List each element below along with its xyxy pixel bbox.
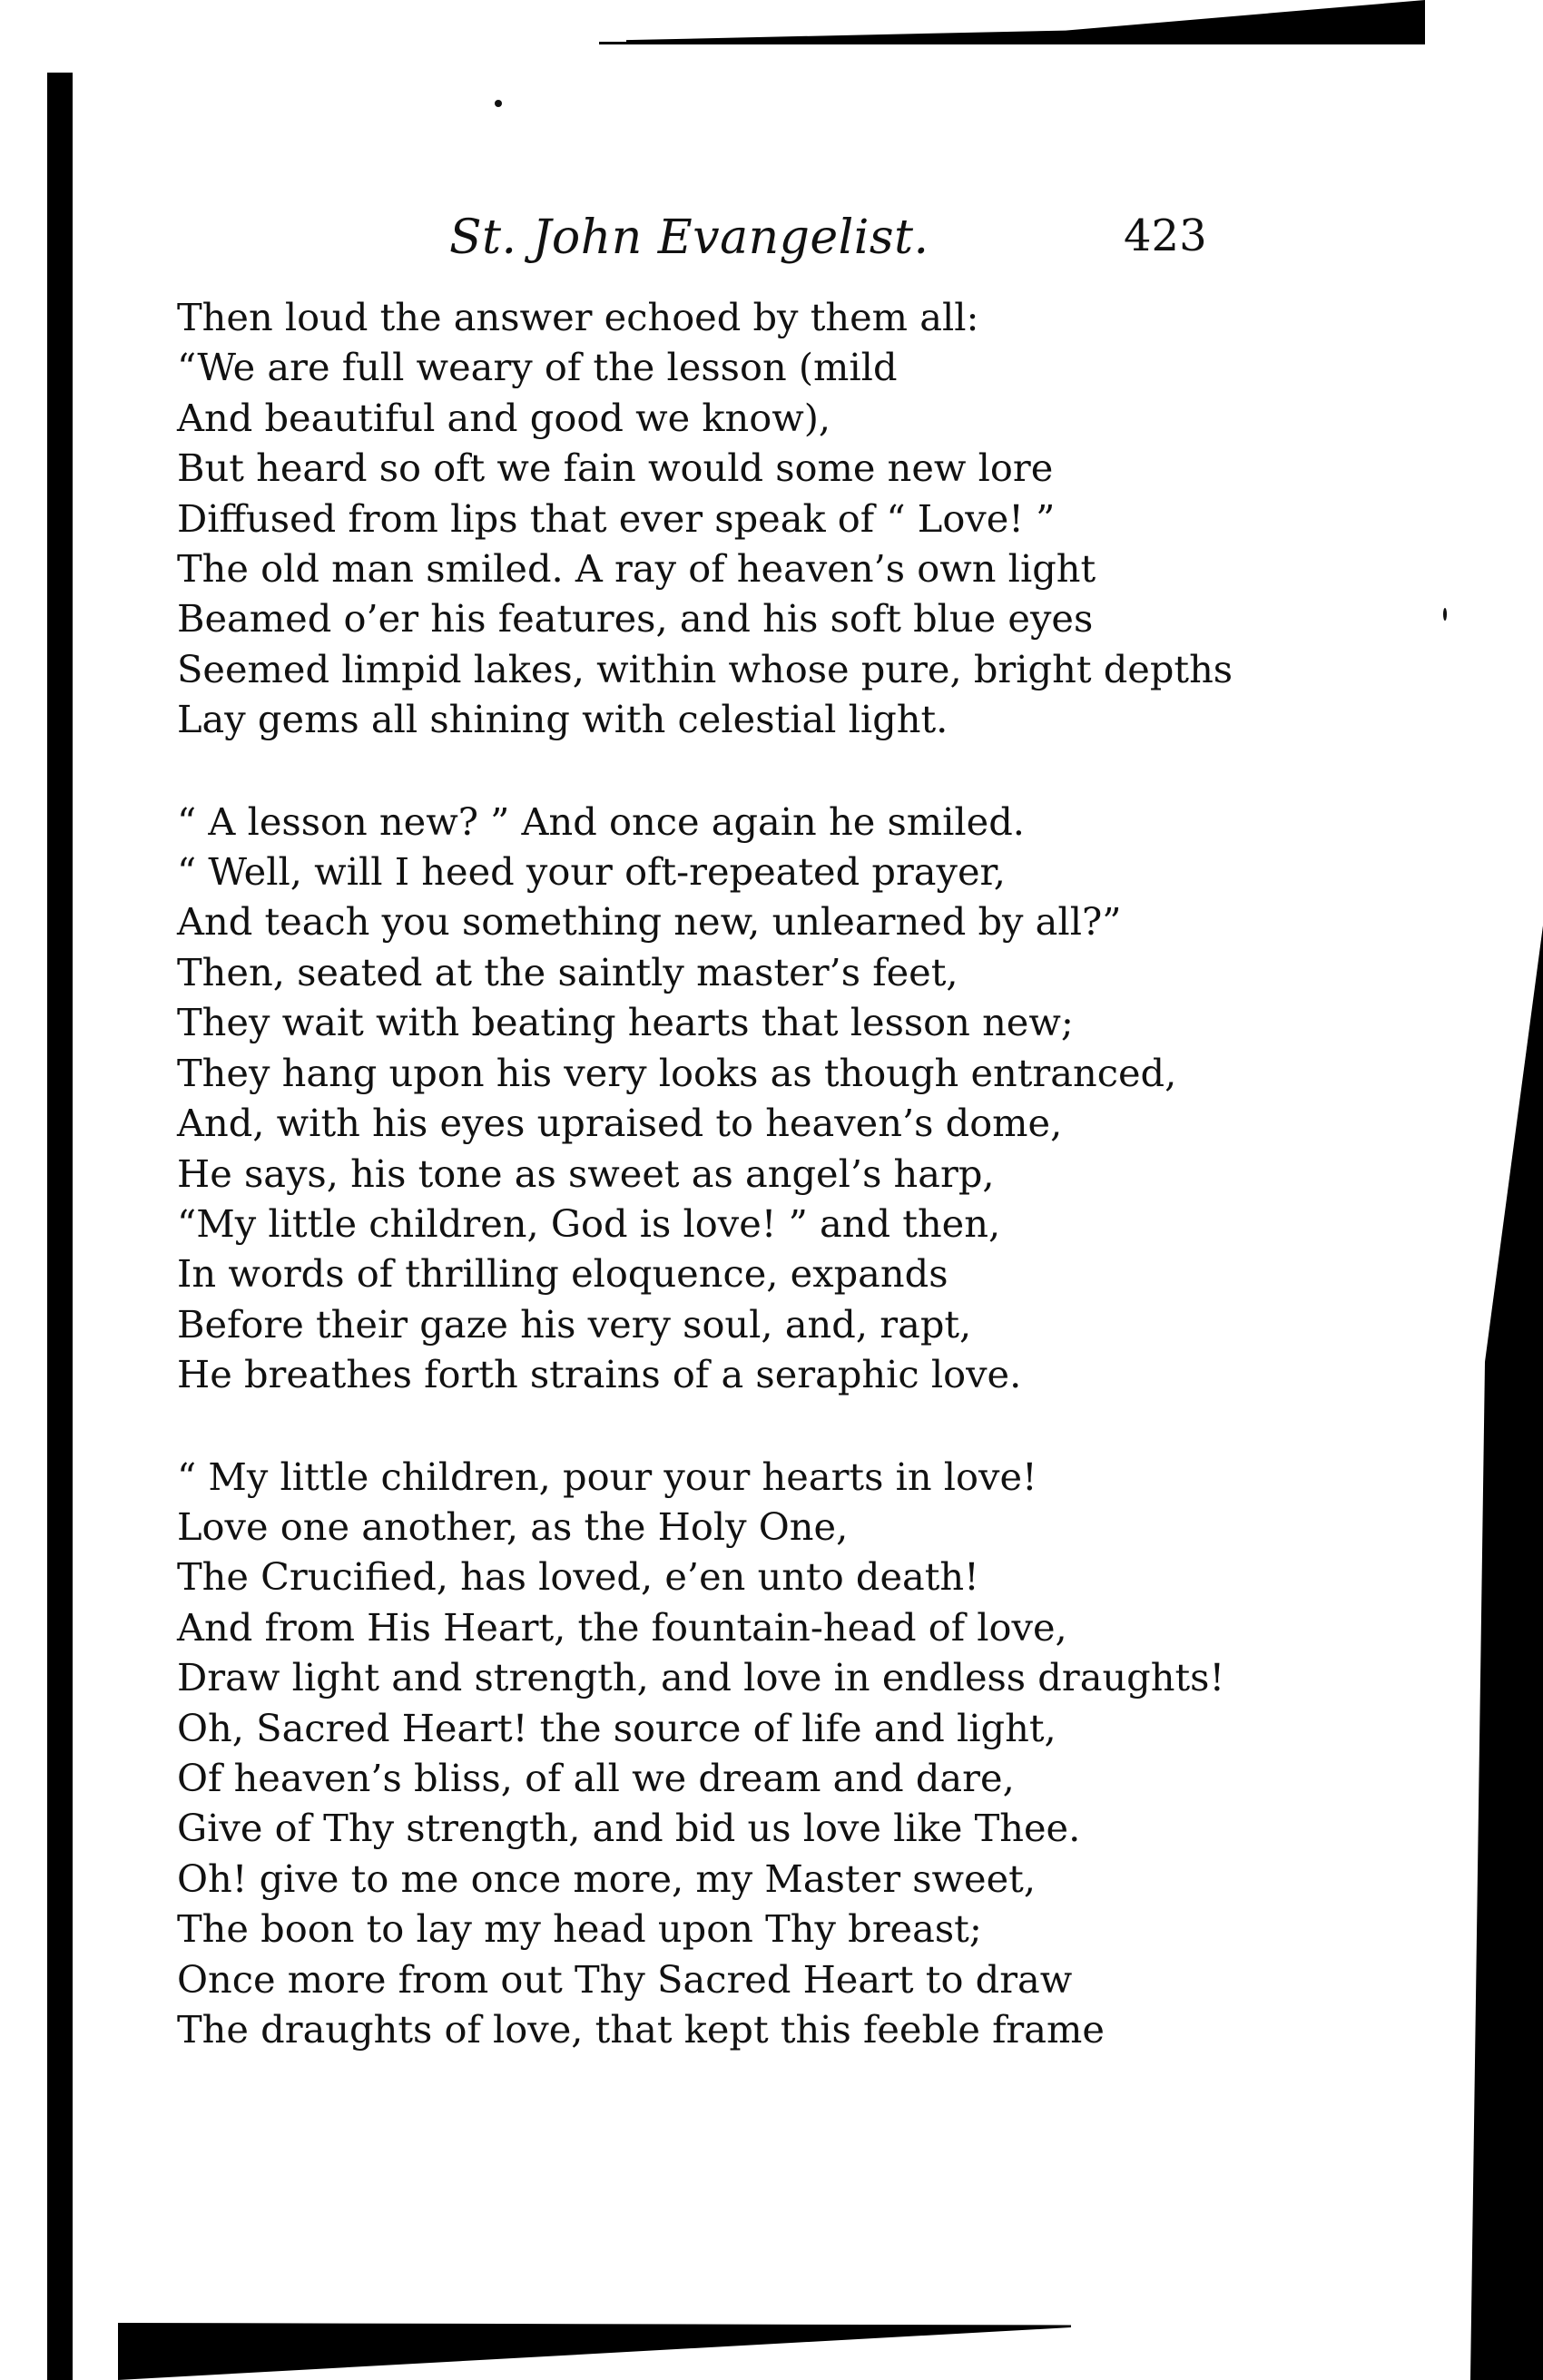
verse-line: And teach you something new, unlearned by all?” [177,899,1122,945]
stanza [177,292,1466,745]
verse-line: And from His Heart, the fountain-head of love, [177,1604,1067,1650]
verse-line: “ My little children, pour your hearts in love! [177,1454,1037,1499]
stanza [177,1452,1466,2055]
verse-line: Of heaven’s bliss, of all we dream and dare, [177,1755,1015,1800]
poem-body [177,292,1466,2106]
verse-line: He breathes forth strains of a seraphic love. [177,1352,1022,1397]
scan-edge-top [626,0,1425,44]
verse-line: The boon to lay my head upon Thy breast; [177,1906,982,1952]
scan-edge-bottom [118,2323,1071,2380]
verse-line: Once more from out Thy Sacred Heart to draw [177,1956,1073,2002]
verse-line: Then, seated at the saintly master’s feet, [177,949,958,994]
verse-line: The Crucified, has loved, e’en unto death! [177,1554,979,1600]
verse-line: The old man smiled. A ray of heaven’s own light [177,546,1096,592]
verse-line: And, with his eyes upraised to heaven’s dome, [177,1101,1063,1146]
verse-line: Give of Thy strength, and bid us love like Thee. [177,1806,1081,1851]
running-head-title: St. John Evangelist. [449,211,929,265]
verse-line: Beamed o’er his features, and his soft blue eyes [177,596,1094,642]
verse-line: They wait with beating hearts that lesson new; [177,1000,1074,1045]
verse-line: Draw light and strength, and love in endless draughts! [177,1655,1225,1700]
verse-line: “ A lesson new? ” And once again he smiled. [177,798,1025,844]
verse-line: Seemed limpid lakes, within whose pure, bright depths [177,646,1233,691]
verse-line: Oh! give to me once more, my Master sweet, [177,1856,1037,1901]
verse-line: Oh, Sacred Heart! the source of life and light, [177,1705,1057,1750]
verse-line: And beautiful and good we know), [177,395,831,440]
verse-line: He says, his tone as sweet as angel’s harp, [177,1151,995,1196]
scan-edge-right [1470,926,1543,2380]
stanza [177,797,1466,1400]
scan-edge-left [47,73,73,2380]
verse-line: Then loud the answer echoed by them all: [177,295,979,339]
verse-line: The draughts of love, that kept this feeble frame [177,2007,1105,2052]
verse-line: Lay gems all shining with celestial light. [177,697,948,742]
page-number: 423 [1124,211,1207,261]
verse-line: In words of thrilling eloquence, expands [177,1251,948,1297]
verse-line: Before their gaze his very soul, and, rapt, [177,1301,972,1347]
scan-speck [495,100,502,107]
verse-line: “We are full weary of the lesson (mild [177,345,898,390]
verse-line: But heard so oft we fain would some new lore [177,446,1054,491]
verse-line: “ Well, will I heed your oft-repeated prayer, [177,849,1006,895]
verse-line: Diffused from lips that ever speak of “ Love! ” [177,495,1056,541]
verse-line: Love one another, as the Holy One, [177,1503,849,1549]
verse-line: They hang upon his very looks as though entranced, [177,1050,1177,1095]
running-head [0,211,1543,274]
scan-edge-top-line [599,42,1425,44]
verse-line: “My little children, God is love! ” and then, [177,1200,1001,1246]
